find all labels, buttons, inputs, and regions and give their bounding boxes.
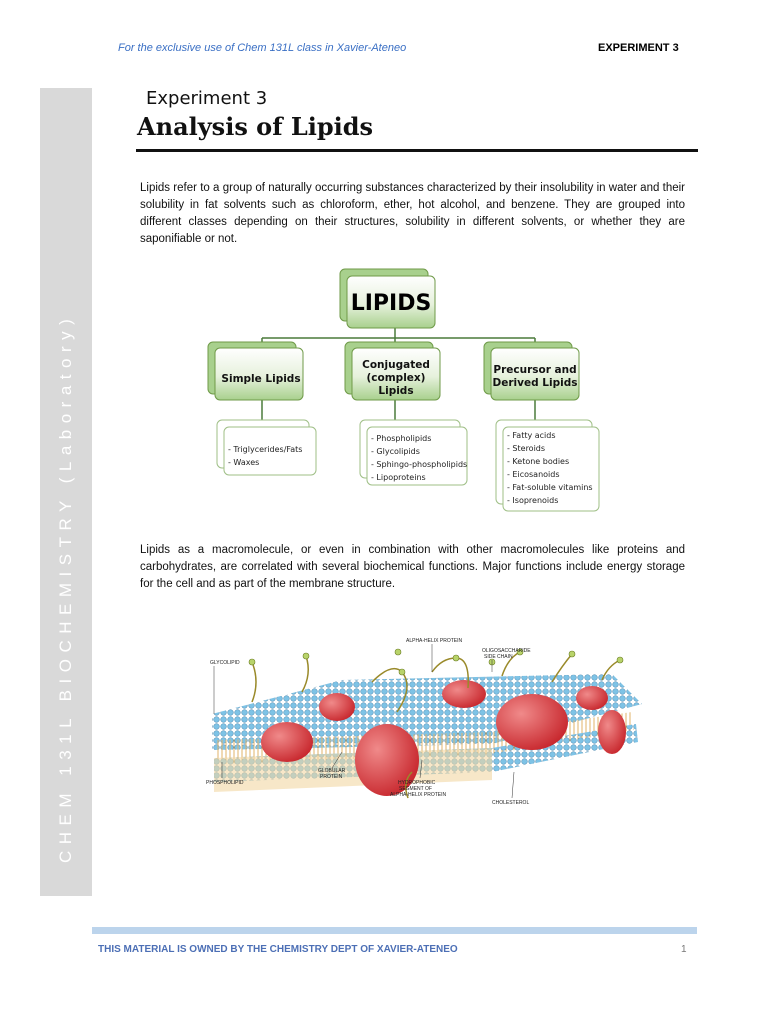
item-text: - Fat-soluble vitamins <box>507 483 593 492</box>
category-label: Precursor and <box>493 364 577 376</box>
page-number: 1 <box>681 944 687 955</box>
label-glycolipid: GLYCOLIPID <box>210 660 240 666</box>
item-text: - Sphingo-phospholipids <box>371 460 468 469</box>
category-label: (complex) <box>366 372 426 384</box>
header-course-note: For the exclusive use of Chem 131L class in Xavier-Ateneo <box>118 42 407 54</box>
title-rule <box>136 149 698 152</box>
glycan-nodes <box>249 649 623 675</box>
lipid-classification-diagram <box>197 262 613 517</box>
label-oligosaccharide: OLIGOSACCHARIDE <box>482 648 531 654</box>
label-segment-of: SEGMENT OF <box>399 786 432 792</box>
category-label: Conjugated <box>362 359 430 371</box>
functions-paragraph: Lipids as a macromolecule, or even in combination with other macromolecules like proteins and carbohydrates, are correlated with several biochemical functions. Major functions include energy storage for the cell and as part of the membrane structure. <box>140 544 685 590</box>
diagram-root-box <box>340 269 435 328</box>
category-label: Derived Lipids <box>492 377 578 389</box>
diagram-items-conjugated <box>360 420 467 485</box>
intro-paragraph: Lipids refer to a group of naturally occurring substances characterized by their insolubility in water and their solubility in fat solvents such as chloroform, ether, hot alcohol, and benzene. They are grouped into different classes depending on their structures, solubility in different solvents, or whether they are saponifiable or not. <box>140 182 685 245</box>
item-text: - Steroids <box>507 444 546 453</box>
footer-ownership-note: THIS MATERIAL IS OWNED BY THE CHEMISTRY DEPT OF XAVIER-ATENEO <box>98 944 458 955</box>
item-text: - Waxes <box>228 458 260 467</box>
label-globular: GLOBULAR <box>318 768 346 774</box>
page-title: Analysis of Lipids <box>137 112 374 141</box>
item-text: - Triglycerides/Fats <box>228 445 303 454</box>
item-text: - Glycolipids <box>371 447 420 456</box>
footer-bar <box>92 927 697 934</box>
experiment-label: Experiment 3 <box>146 88 268 109</box>
item-text: - Lipoproteins <box>371 473 426 482</box>
sidebar-course-title: CHEM 131L BIOCHEMISTRY (Laboratory) <box>56 312 75 863</box>
category-label: Simple Lipids <box>221 373 301 385</box>
diagram-category-simple <box>208 342 303 400</box>
sidebar-band <box>40 88 92 896</box>
diagram-category-precursor <box>484 342 579 400</box>
label-phospholipid: PHOSPHOLIPID <box>206 780 244 786</box>
category-label: Lipids <box>378 385 414 397</box>
item-text: - Fatty acids <box>507 431 556 440</box>
label-protein: PROTEIN <box>320 774 343 780</box>
diagram-category-conjugated <box>345 342 440 400</box>
item-text: - Ketone bodies <box>507 457 570 466</box>
diagram-items-simple <box>217 420 316 475</box>
item-text: - Phospholipids <box>371 434 432 443</box>
header-experiment-number: EXPERIMENT 3 <box>598 42 679 54</box>
item-text: - Isoprenoids <box>507 496 559 505</box>
diagram-items-precursor <box>496 420 599 511</box>
diagram-root-label: LIPIDS <box>350 291 432 316</box>
label-cholesterol: CHOLESTEROL <box>492 800 530 806</box>
cell-membrane-illustration <box>192 632 647 810</box>
item-text: - Eicosanoids <box>507 470 560 479</box>
label-side-chain: SIDE CHAIN <box>484 654 513 660</box>
label-alpha-helix-protein: ALPHA-HELIX PROTEIN <box>406 638 463 644</box>
label-alpha-helix-segment: ALPHA-HELIX PROTEIN <box>390 792 447 798</box>
label-hydrophobic: HYDROPHOBIC <box>398 780 436 786</box>
